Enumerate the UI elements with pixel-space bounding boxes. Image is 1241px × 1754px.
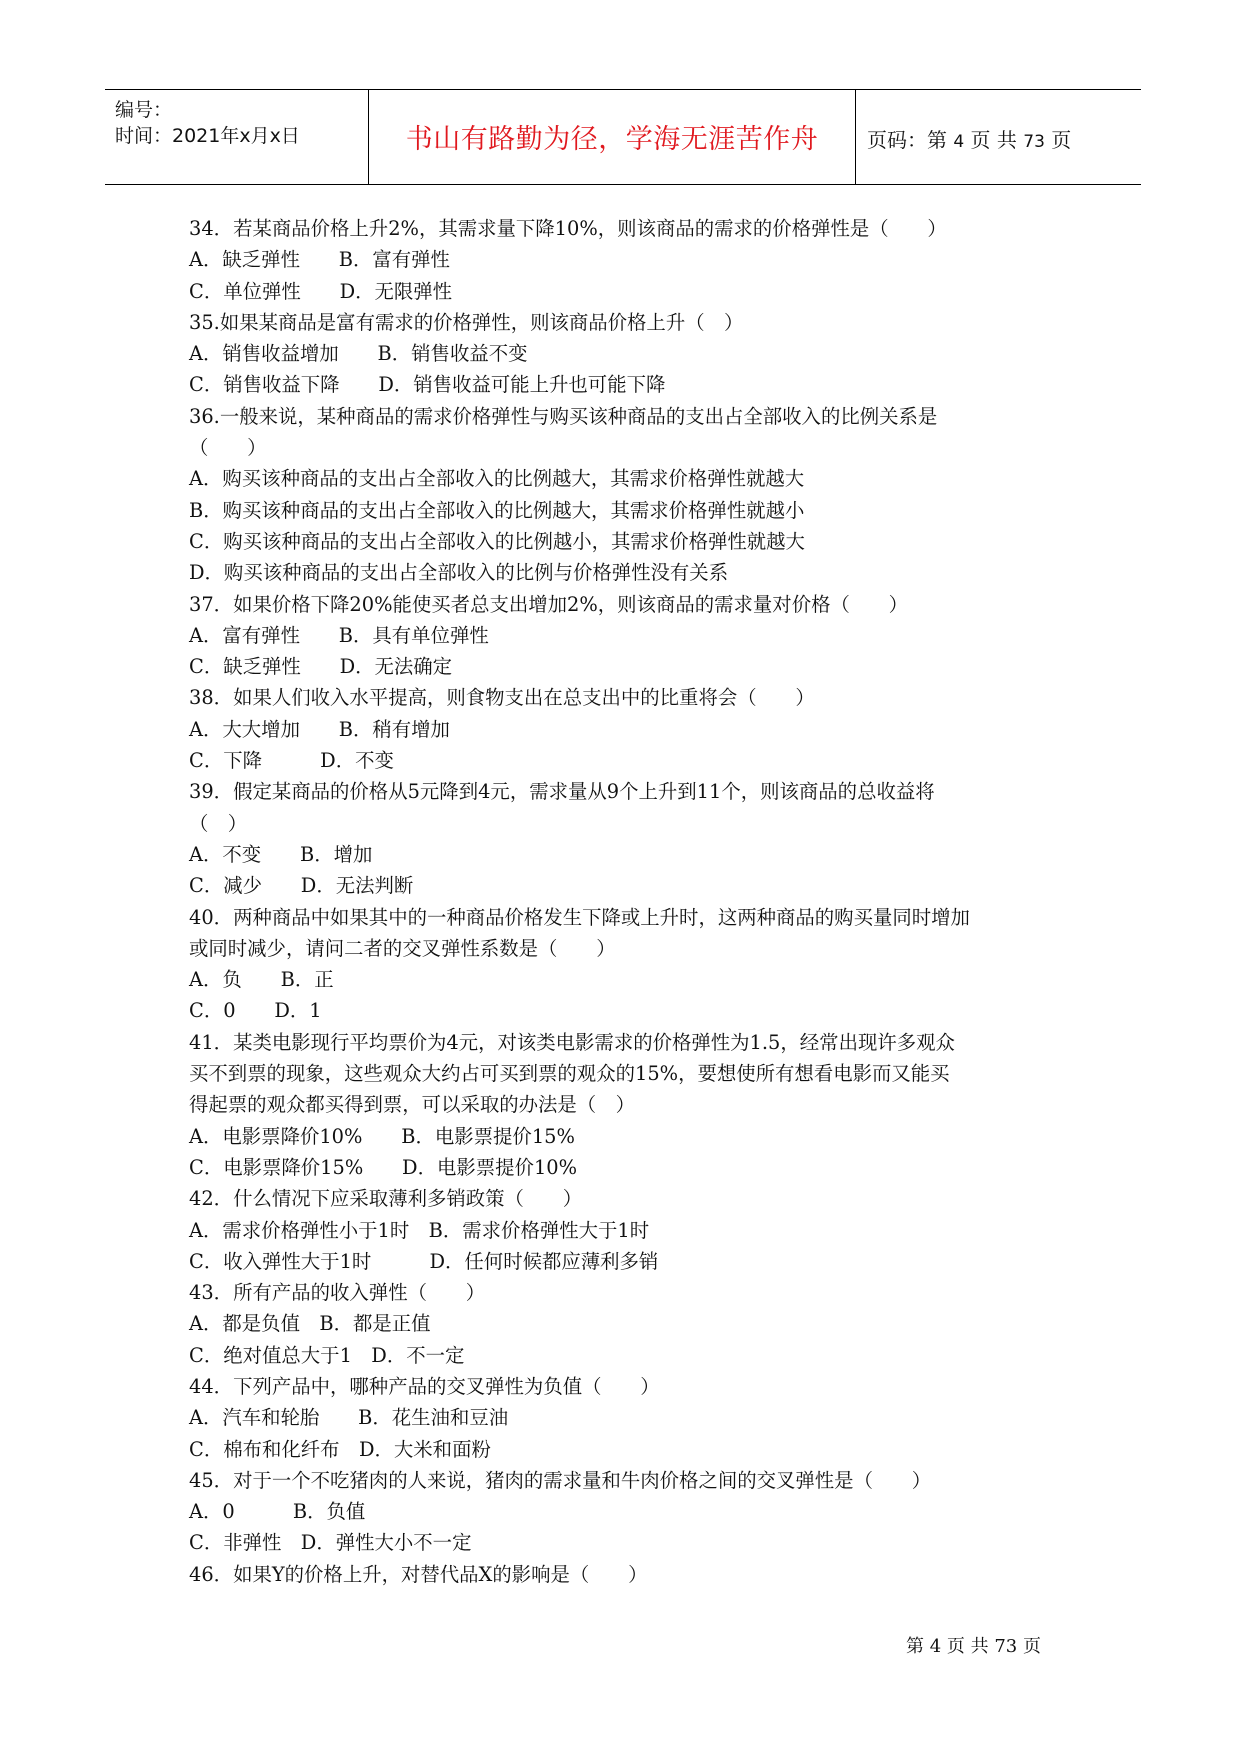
text-line: A．需求价格弹性小于1时 B．需求价格弹性大于1时 (189, 1218, 650, 1242)
header-motto: 书山有路勤为径，学海无涯苦作舟 (405, 124, 819, 155)
text-line: C．0 D．1 (189, 999, 322, 1023)
text-line: A．汽车和轮胎 B．花生油和豆油 (189, 1406, 509, 1430)
text-line: C．非弹性 D．弹性大小不一定 (189, 1531, 472, 1555)
text-line: C．下降 D．不变 (189, 749, 394, 773)
text-line: 39．假定某商品的价格从5元降到4元，需求量从9个上升到11个，则该商品的总收益将 (189, 780, 935, 804)
page-prefix: 页码：第 (867, 128, 947, 152)
text-line: A．不变 B．增加 (189, 842, 373, 866)
text-line: A．富有弹性 B．具有单位弹性 (189, 623, 489, 647)
text-line: 40．两种商品中如果其中的一种商品价格发生下降或上升时，这两种商品的购买量同时增加 (189, 905, 970, 929)
text-line: （ ） (189, 436, 267, 460)
text-line: 44．下列产品中，哪种产品的交叉弹性为负值（ ） (189, 1374, 660, 1398)
text-line: 34．若某商品价格上升2%，其需求量下降10%，则该商品的需求的价格弹性是（ ） (189, 217, 947, 240)
text-line: A．销售收益增加 B．销售收益不变 (189, 342, 528, 366)
text-line: A．缺乏弹性 B．富有弹性 (189, 248, 450, 272)
text-line: A．负 B．正 (189, 968, 334, 992)
page-suffix: 页 (1051, 128, 1072, 152)
serial-label: 编号： (115, 99, 173, 121)
text-line: B．购买该种商品的支出占全部收入的比例越大，其需求价格弹性就越小 (189, 498, 805, 522)
text-line: 36.一般来说，某种商品的需求价格弹性与购买该种商品的支出占全部收入的比例关系是 (189, 404, 938, 428)
page-footer: 第 4 页 共 73 页 (906, 1636, 1041, 1657)
text-line: C．缺乏弹性 D．无法确定 (189, 655, 453, 679)
text-line: 买不到票的现象，这些观众大约占可买到票的观众的15%，要想使所有想看电影而又能买 (189, 1062, 950, 1086)
text-line: 38．如果人们收入水平提高，则食物支出在总支出中的比重将会（ ） (189, 686, 815, 710)
text-line: 35.如果某商品是富有需求的价格弹性，则该商品价格上升（ ） (189, 310, 744, 334)
text-line: C．绝对值总大于1 D．不一定 (189, 1343, 465, 1367)
text-line: C．收入弹性大于1时 D．任何时候都应薄利多销 (189, 1249, 659, 1273)
text-line: A．都是负值 B．都是正值 (189, 1312, 431, 1336)
text-line: A．购买该种商品的支出占全部收入的比例越大，其需求价格弹性就越大 (189, 467, 805, 491)
text-line: 或同时减少，请问二者的交叉弹性系数是（ ） (189, 936, 616, 960)
text-line: 41．某类电影现行平均票价为4元，对该类电影需求的价格弹性为1.5，经常出现许多观众 (189, 1030, 955, 1054)
text-line: A．电影票降价10% B．电影票提价15% (189, 1124, 575, 1148)
text-line: A．大大增加 B．稍有增加 (189, 717, 450, 741)
page-mid: 页 共 (970, 128, 1017, 152)
text-line: 46．如果Y的价格上升，对替代品X的影响是（ ） (189, 1562, 648, 1586)
document-header (105, 89, 1141, 185)
text-line: C．单位弹性 D．无限弹性 (189, 279, 453, 303)
header-page-cell (855, 90, 1141, 184)
text-line: （ ） (189, 811, 248, 835)
text-line: 得起票的观众都买得到票，可以采取的办法是（ ） (189, 1093, 635, 1117)
text-line: C．销售收益下降 D．销售收益可能上升也可能下降 (189, 373, 666, 397)
page-total: 73 (1023, 132, 1045, 152)
text-line: C．电影票降价15% D．电影票提价10% (189, 1155, 578, 1179)
text-line: 42．什么情况下应采取薄利多销政策（ ） (189, 1187, 583, 1211)
text-line: A．0 B．负值 (189, 1500, 366, 1524)
text-line: C．棉布和化纤布 D．大米和面粉 (189, 1437, 491, 1461)
text-line: 37．如果价格下降20%能使买者总支出增加2%，则该商品的需求量对价格（ ） (189, 592, 909, 616)
header-meta-cell (105, 90, 368, 184)
page-number: 4 (953, 132, 965, 152)
header-page-info (867, 124, 1071, 153)
text-line: C．购买该种商品的支出占全部收入的比例越小，其需求价格弹性就越大 (189, 529, 805, 553)
header-motto-cell (368, 90, 856, 184)
text-line: D．购买该种商品的支出占全部收入的比例与价格弹性没有关系 (189, 561, 729, 585)
text-line: C．减少 D．无法判断 (189, 874, 414, 898)
text-line: 45．对于一个不吃猪肉的人来说，猪肉的需求量和牛肉价格之间的交叉弹性是（ ） (189, 1468, 932, 1492)
time-label: 时间：2021年x月x日 (115, 125, 300, 147)
text-line: 43．所有产品的收入弹性（ ） (189, 1281, 486, 1305)
question-list (189, 213, 1069, 1590)
